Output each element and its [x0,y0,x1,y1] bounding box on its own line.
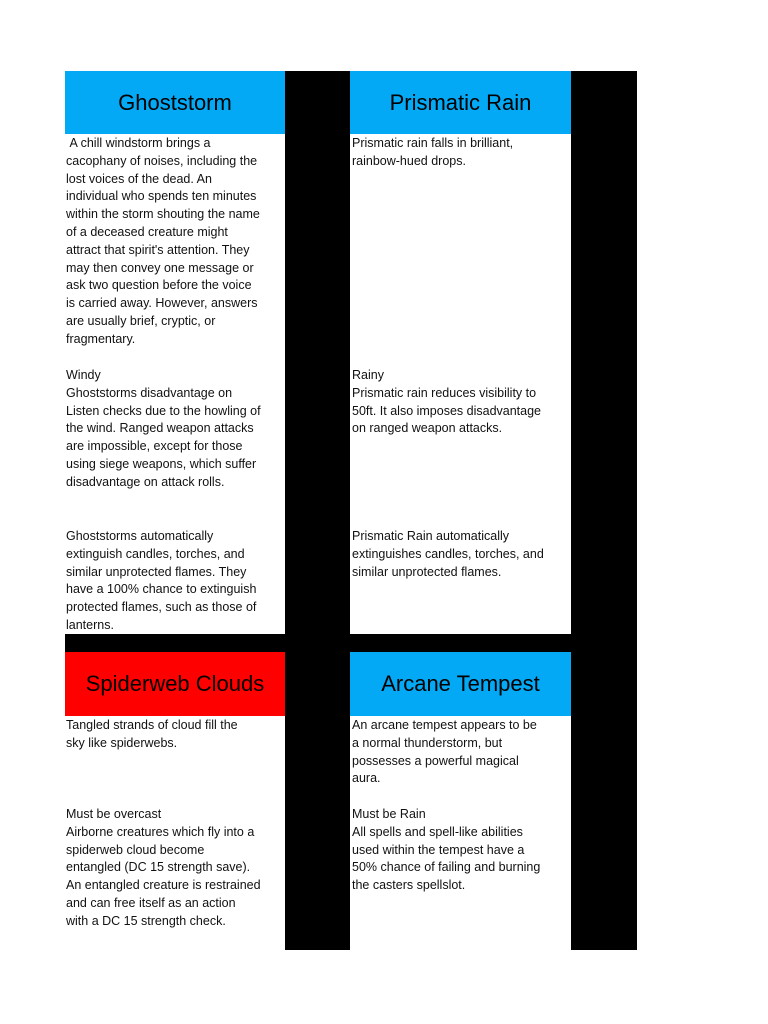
card-extra-ghoststorm: Ghoststorms automatically extinguish candles, torches, and similar unprotected flames. They have a 100% chance to extinguish protected flames, such as those of lanterns. [66,529,257,632]
card-title-prismatic-rain: Prismatic Rain [350,71,571,134]
card-requirement-spiderweb-clouds: Must be overcast Airborne creatures which fly into a spiderweb cloud become entangled (DC 15 strength save). An entangled creature is restrained and can free itself as an action with a DC 15 strength check. [66,807,261,928]
card-requirement-prismatic-rain: Rainy Prismatic rain reduces visibility to 50ft. It also imposes disadvantage on ranged weapon attacks. [352,368,542,436]
card-title-ghoststorm: Ghoststorm [65,71,285,134]
card-extra-prismatic-rain: Prismatic Rain automatically extinguishes candles, torches, and similar unprotected flames. [352,529,544,579]
card-description-prismatic-rain: Prismatic rain falls in brilliant, rainbow-hued drops. [352,136,514,168]
divider-bar-horizontal-left [65,634,285,652]
card-title-spiderweb-clouds: Spiderweb Clouds [65,652,285,716]
card-requirement-ghoststorm: Windy Ghoststorms disadvantage on Listen checks due to the howling of the wind. Ranged weapon attacks are impossible, except for those using siege weapons, which suffer disadvantage on attack rolls. [66,368,261,489]
card-description-spiderweb-clouds: Tangled strands of cloud fill the sky like spiderwebs. [66,718,238,750]
card-title-arcane-tempest: Arcane Tempest [350,652,571,716]
card-description-arcane-tempest: An arcane tempest appears to be a normal thunderstorm, but possesses a powerful magical aura. [352,718,537,786]
divider-bar-right [571,71,637,950]
card-description-ghoststorm: A chill windstorm brings a cacophany of noises, including the lost voices of the dead. An individual who spends ten minutes within the storm shouting the name of a deceased creature might attract that spirit's attention. They may then convey one message or ask two question before the voice is carried away. However, answers are usually brief, cryptic, or fragmentary. [66,136,260,346]
card-requirement-arcane-tempest: Must be Rain All spells and spell-like abilities used within the tempest have a 50% chance of failing and burning the casters spellslot. [352,807,541,893]
divider-bar-middle [285,71,350,950]
divider-bar-horizontal-right [350,634,571,652]
